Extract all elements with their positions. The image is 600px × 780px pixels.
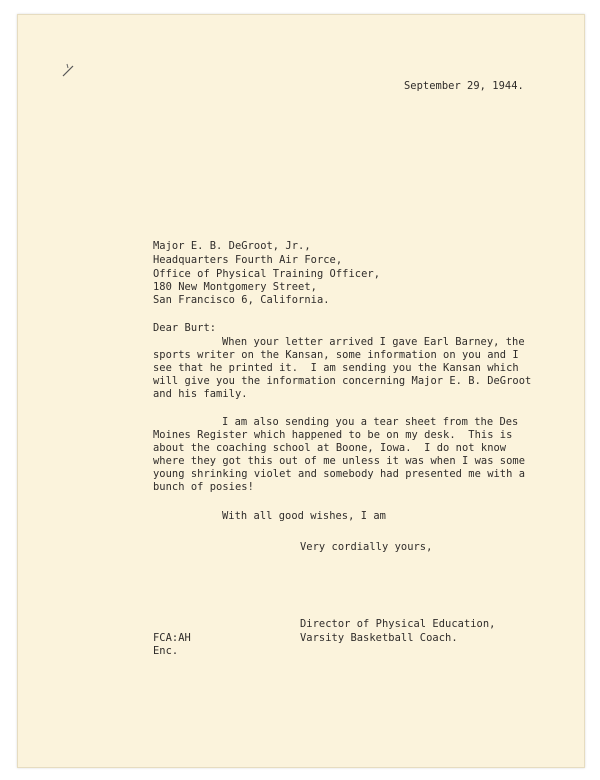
- letter-page: [17, 14, 585, 768]
- paragraph-2-line: about the coaching school at Boone, Iowa. I do not know: [153, 442, 507, 454]
- recipient-line: Office of Physical Training Officer,: [153, 268, 381, 280]
- paragraph-2-line: young shrinking violet and somebody had presented me with a: [153, 468, 526, 480]
- recipient-line: 180 New Montgomery Street,: [153, 281, 317, 293]
- paragraph-2-line: where they got this out of me unless it was when I was some: [153, 455, 526, 467]
- good-wishes: With all good wishes, I am: [222, 510, 386, 522]
- paragraph-1-line: When your letter arrived I gave Earl Barney, the: [222, 336, 525, 348]
- paragraph-2-line: Moines Register which happened to be on my desk. This is: [153, 429, 513, 441]
- paragraph-2-line: I am also sending you a tear sheet from the Des: [222, 416, 519, 428]
- typist-initials: FCA:AH: [153, 632, 191, 644]
- pencil-check-mark-icon: [59, 58, 83, 82]
- closing: Very cordially yours,: [300, 541, 433, 553]
- recipient-line: San Francisco 6, California.: [153, 294, 330, 306]
- recipient-line: Major E. B. DeGroot, Jr.,: [153, 240, 311, 252]
- paragraph-2-line: bunch of posies!: [153, 481, 254, 493]
- signature-title: Varsity Basketball Coach.: [300, 632, 458, 644]
- recipient-line: Headquarters Fourth Air Force,: [153, 254, 343, 266]
- paragraph-1-line: sports writer on the Kansan, some information on you and I: [153, 349, 519, 361]
- letter-date: September 29, 1944.: [404, 80, 524, 92]
- paragraph-1-line: will give you the information concerning Major E. B. DeGroot: [153, 375, 532, 387]
- signature-title: Director of Physical Education,: [300, 618, 496, 630]
- paragraph-1-line: see that he printed it. I am sending you the Kansan which: [153, 362, 519, 374]
- paragraph-1-line: and his family.: [153, 388, 248, 400]
- salutation: Dear Burt:: [153, 322, 217, 334]
- enclosure-note: Enc.: [153, 645, 179, 657]
